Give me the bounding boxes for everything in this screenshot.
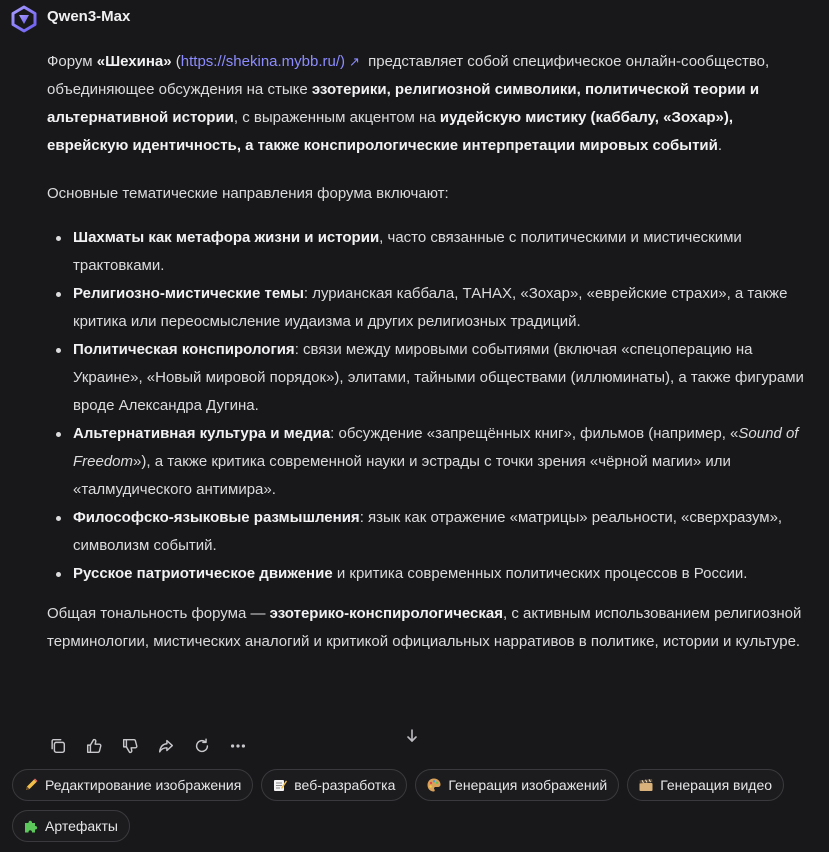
text: Форум — [47, 53, 97, 70]
item-text: , часто связанные с политическими и мистическими трактовками. — [73, 229, 742, 274]
item-title: Философско-языковые размышления — [73, 509, 360, 526]
web-dev-icon — [272, 777, 288, 793]
text: . — [717, 137, 723, 154]
bold-text: иудейскую мистику (каббалу, «Зохар»), еврейскую идентичность, а также конспирологические интерпретации мировых событий — [47, 109, 734, 154]
text: , с выраженным акцентом на — [233, 109, 440, 126]
chip-label: веб-разработка — [294, 777, 396, 793]
more-icon[interactable] — [228, 736, 248, 756]
chip-label: Генерация изображений — [448, 777, 608, 793]
list-item — [73, 280, 812, 336]
copy-icon[interactable] — [48, 736, 68, 756]
qwen-logo-icon — [10, 5, 38, 33]
message-header — [10, 5, 130, 33]
list-item — [73, 504, 812, 560]
chip-artifacts[interactable] — [12, 810, 130, 842]
text: Общая тональность форума — — [47, 605, 270, 622]
item-title: Политическая конспирология — [73, 341, 295, 358]
chip-label: Генерация видео — [660, 777, 773, 793]
chip-video-generation[interactable] — [627, 769, 784, 801]
item-text: : язык как отражение «матрицы» реальности, «сверхразум», символизм событий. — [73, 509, 783, 554]
chip-label: Редактирование изображения — [45, 777, 242, 793]
list-item — [73, 224, 812, 280]
palette-icon — [426, 777, 442, 793]
chip-image-edit[interactable] — [12, 769, 253, 801]
film-title: Sound of Freedom — [73, 425, 799, 470]
bold-text: эзотерико-конспирологическая — [269, 605, 504, 622]
text: ( — [171, 53, 181, 70]
item-title: Шахматы как метафора жизни и истории — [73, 229, 380, 246]
list-item — [73, 560, 812, 588]
item-text: и критика современных политических процессов в России. — [332, 565, 748, 582]
image-edit-icon — [23, 777, 39, 793]
forum-name: «Шехина» — [96, 53, 172, 70]
thumbs-down-icon[interactable] — [120, 736, 140, 756]
summary-paragraph — [47, 600, 812, 656]
list-intro: Основные тематические направления форума включают: — [47, 185, 449, 202]
forum-link[interactable]: https://shekina.mybb.ru/) — [180, 53, 346, 70]
share-icon[interactable] — [156, 736, 176, 756]
message-actions — [48, 736, 264, 756]
item-text: »), а также критика современной науки и эстрады с точки зрения «чёрной магии» или «талмудического антимира». — [73, 453, 731, 498]
model-name: Qwen3-Max — [47, 7, 131, 25]
intro-paragraph — [47, 48, 812, 160]
list-item — [73, 420, 812, 504]
assistant-message — [47, 48, 812, 656]
text: , с активным использованием религиозной терминологии, мистических аналогий и критикой официальных нарративов в политике, истории и культуре. — [47, 605, 802, 650]
item-title: Религиозно-мистические темы — [73, 285, 304, 302]
scroll-down-icon[interactable] — [404, 728, 422, 746]
video-icon — [638, 777, 654, 793]
text: представляет собой специфическое онлайн-сообщество, объединяющее обсуждения на стыке — [47, 53, 770, 98]
puzzle-icon — [23, 818, 39, 834]
chip-label: Артефакты — [45, 818, 118, 834]
item-title: Русское патриотическое движение — [73, 565, 333, 582]
thumbs-up-icon[interactable] — [84, 736, 104, 756]
regenerate-icon[interactable] — [192, 736, 212, 756]
item-text: : лурианская каббала, ТАНАХ, «Зохар», «еврейские страхи», а также критика или переосмысление иудаизма и других религиозных традиций. — [73, 285, 788, 330]
chip-image-generation[interactable] — [415, 769, 619, 801]
item-text: : обсуждение «запрещённых книг», фильмов (например, « — [330, 425, 739, 442]
bold-text: эзотерики, религиозной символики, политической теории и альтернативной истории — [47, 81, 760, 126]
chip-web-dev[interactable] — [261, 769, 407, 801]
item-title: Альтернативная культура и медиа — [73, 425, 331, 442]
topics-list — [47, 224, 812, 588]
list-item — [73, 336, 812, 420]
item-text: : связи между мировыми событиями (включая «спецоперацию на Украине», «Новый мировой порядок»), элитами, тайными обществами (иллюминаты), а также фигурами вроде Александра Дугина. — [73, 341, 804, 414]
external-link-icon[interactable]: ↗ — [349, 54, 360, 69]
suggestion-chips — [12, 769, 817, 851]
